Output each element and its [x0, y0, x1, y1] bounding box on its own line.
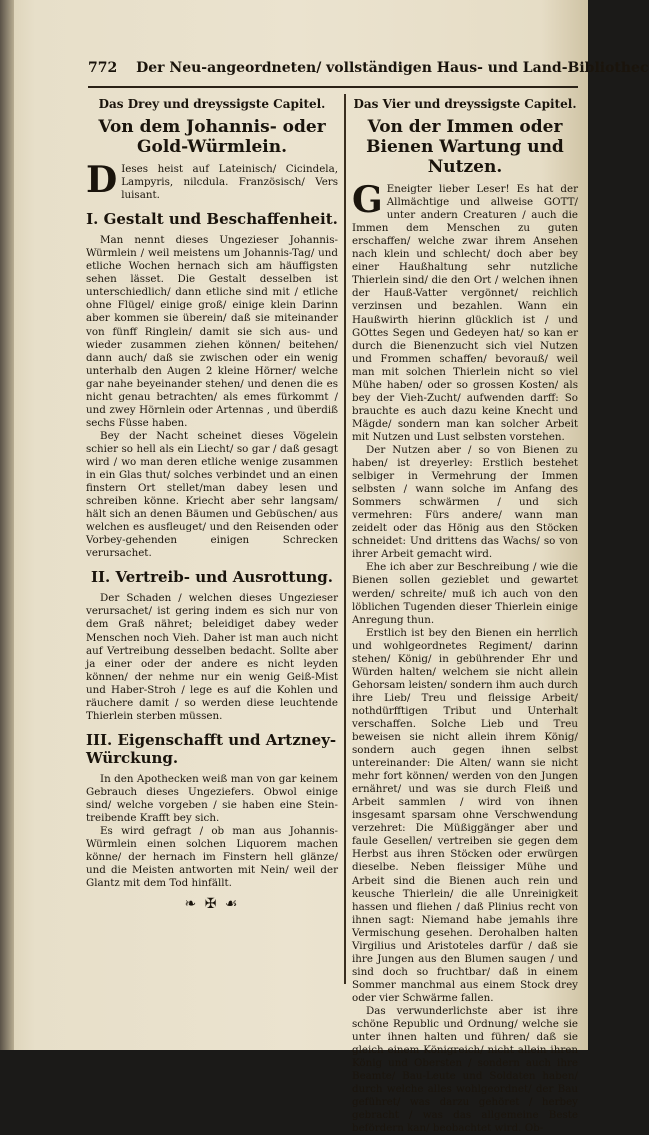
- page-gutter-shadow: [0, 0, 14, 1050]
- paragraph: Das verwunderlichste aber ist ihre schöne Republic und Ordnung/ welche sie unter ihnen halten und führen/ daß sie gleich einem Königreich/ nicht allein ihren König und Obersten / sondern auch ihre Beamte/ Bau-Leute und Soldaten haben/ durch welche alles wohlgeordnet/ der Bau geführet/ was darzu gehöret / herbey gebracht / was das allgemeine Beste befördern kan/ beobachtet wird. Ob-: [352, 1005, 578, 1135]
- paragraph: In den Apothecken weiß man von gar keinem Gebrauch dieses Ungeziefers. Obwol einige sind/ welche vorgeben / sie haben eine Stein-treibende Krafft bey sich.: [86, 772, 338, 824]
- running-title: Der Neu-angeordneten/ vollständigen Haus- und Land-Bibliothec: [136, 60, 649, 76]
- paragraph: Ehe ich aber zur Beschreibung / wie die Bienen sollen gezieblet und gewartet werden/ schreite/ muß ich auch von den löblichen Tugenden dieser Thierlein einige Anregung thun.: [352, 561, 578, 626]
- section-heading-2: II. Vertreib- und Ausrottung.: [91, 568, 333, 587]
- paragraph: [352, 179, 578, 444]
- paragraph: Erstlich ist bey den Bienen ein herrlich und wohlgeordnetes Regiment/ darinn stehen/ König/ in gebührender Ehr und Würden halten/ welchem sie nicht allein Gehorsam leisten/ sondern ihm auch durch ihre Lieb/ Treu und fleissige Arbeit/ nothdürfftigen Tribut und Unterhalt verschaffen. Solche Lieb und Treu beweisen sie nicht allein ihrem König/ sondern auch gegen ihnen selbst untereinander: Die Alten/ wann sie nicht mehr fort können/ werden von den Jungen ernähret/ und was sie durch Fleiß und Arbeit sammlen / wird von ihnen insgesamt sparsam ohne Verschwendung verzehret: Die Müßiggänger aber und faule Gesellen/ vertreiben sie gegen dem Herbst aus ihren Stöcken oder erwürgen dieselbe. Neben fleissiger Mühe und Arbeit sind die Bienen auch rein und keusche Thierlein/ die alle Unreinigkeit hassen und fliehen / daß Plinius recht von ihnen sagt: Niemand habe jemahls ihre Vermischung gesehen. Derohalben halten Virgilius und Aristoteles darfür / daß sie ihre Jungen aus den Blumen saugen / und sind doch so fruchtbar/ daß in einem Sommer manchmal aus einem Stock drey oder vier Schwärme fallen.: [352, 626, 578, 1004]
- section-heading-1: I. Gestalt und Beschaffenheit.: [86, 210, 338, 229]
- right-column: [352, 94, 578, 1135]
- end-ornament: ❧ ✠ ☙: [184, 896, 240, 913]
- paragraph: Man nennt dieses Ungezieser Johannis-Würmlein / weil meistens um Johannis-Tag/ und etliche Wochen hernach sich am häuffigsten sehen lässet. Die Gestalt desselben ist unterschiedlich/ dann etliche sind mit / etliche ohne Flügel/ einige groß/ einige klein Darinn aber kommen sie überein/ daß sie miteinander von fünff Ringlein/ damit sie sich aus- und wieder zusammen ziehen können/ beitehen/ dann auch/ daß sie zwischen oder ein wenig unterhalb den Augen 2 kleine Hörner/ welche gar nahe beyeinander stehen/ und denen die es nicht genau betrachten/ als emes fürkommt / und zwey Hörnlein oder Artennas , und überdiß sechs Füsse haben.: [86, 234, 338, 429]
- paragraph: Bey der Nacht scheinet dieses Vögelein schier so hell als ein Liecht/ so gar / daß gesagt wird / wo man deren etliche wenige zusammen in ein Glas thut/ solches verbindet und an einen finstern Ort stellet/man dabey lesen und schreiben könne. Kriecht aber sehr langsam/ hält sich an denen Bäumen und Gebüschen/ aus welchen es ausfleuget/ und den Reisenden oder Vorbey-gehenden einigen Schrecken verursachet.: [86, 429, 338, 560]
- chapter-title-33: Von dem Johannis- oder Gold-Würmlein.: [98, 117, 326, 158]
- drop-cap: D: [86, 159, 118, 202]
- intro-paragraph: [86, 159, 338, 202]
- chapter-heading-34: Das Vier und dreyssigste Capitel.: [353, 97, 577, 111]
- chapter-title-34: Von der Immen oder Bienen Wartung und Nutzen.: [366, 117, 564, 178]
- running-header: [88, 60, 649, 84]
- column-divider: [344, 94, 346, 984]
- page-number: 772: [88, 60, 118, 76]
- intro-text: Ieses heist auf Lateinisch/ Cicindela, Lampyris, nilcdula. Französisch/ Vers luisant.: [121, 163, 338, 202]
- paragraph: Der Nutzen aber / so von Bienen zu haben/ ist dreyerley: Erstlich bestehet selbiger in Vermehrung der Immen selbsten / wann solche im Anfang des Sommers schwärmen / und sich vermehren: Fürs andere/ wann man zeidelt oder das Hönig aus den Stöcken schneidet: Und drittens das Wachs/ so von ihrer Arbeit gemacht wird.: [352, 443, 578, 561]
- paragraph: Der Schaden / welchen dieses Ungezieser verursachet/ ist gering indem es sich nur von dem Graß nähret; beleidiget dabey weder Menschen noch Vieh. Daher ist man auch nicht auf Vertreibung desselben bedacht. Sollte aber ja einer oder der andere es nicht leyden können/ der nehme nur ein wenig Geiß-Mist und Haber-Stroh / lege es auf die Kohlen und räuchere damit / so werden diese leuchtende Thierlein sterben müssen.: [86, 592, 338, 722]
- drop-cap: G: [352, 179, 383, 222]
- chapter-heading-33: Das Drey und dreyssigste Capitel.: [98, 97, 326, 111]
- header-rule: [88, 86, 578, 88]
- left-column: [86, 94, 338, 911]
- paragraph-text: Eneigter lieber Leser! Es hat der Allmächtige und allweise GOTT/ unter andern Creaturen / auch die Immen dem Menschen zu guten erschaffen/ welche zwar ihrem Ansehen nach klein und schlecht/ doch aber bey einer Haußhaltung sehr nutzliche Thierlein sind/ die den Ort / welchen ihnen der Hauß-Vatter vergönnet/ reichlich verzinsen und bezahlen. Wann ein Haußwirth hierinn glücklich ist / und GOttes Segen und Gedeyen hat/ so kan er durch die Bienenzucht sich viel Nutzen und Frommen schaffen/ bevorauß/ weil man mit solchen Thierlein nicht so viel Mühe haben/ oder so grossen Kosten/ als bey der Vieh-Zucht/ aufwenden darff: So brauchte es auch dazu keine Knecht und Mägde/ sondern man kan solcher Arbeit mit Nutzen und Lust selbsten vorstehen.: [352, 183, 578, 443]
- section-heading-3: III. Eigenschafft und Artzney-Würckung.: [86, 730, 337, 767]
- paragraph: Es wird gefragt / ob man aus Johannis-Würmlein einen solchen Liquorem machen könne/ der hernach im Finstern hell glänze/ und die Meisten antworten mit Nein/ weil der Glantz mit dem Tod hinfällt.: [86, 825, 338, 890]
